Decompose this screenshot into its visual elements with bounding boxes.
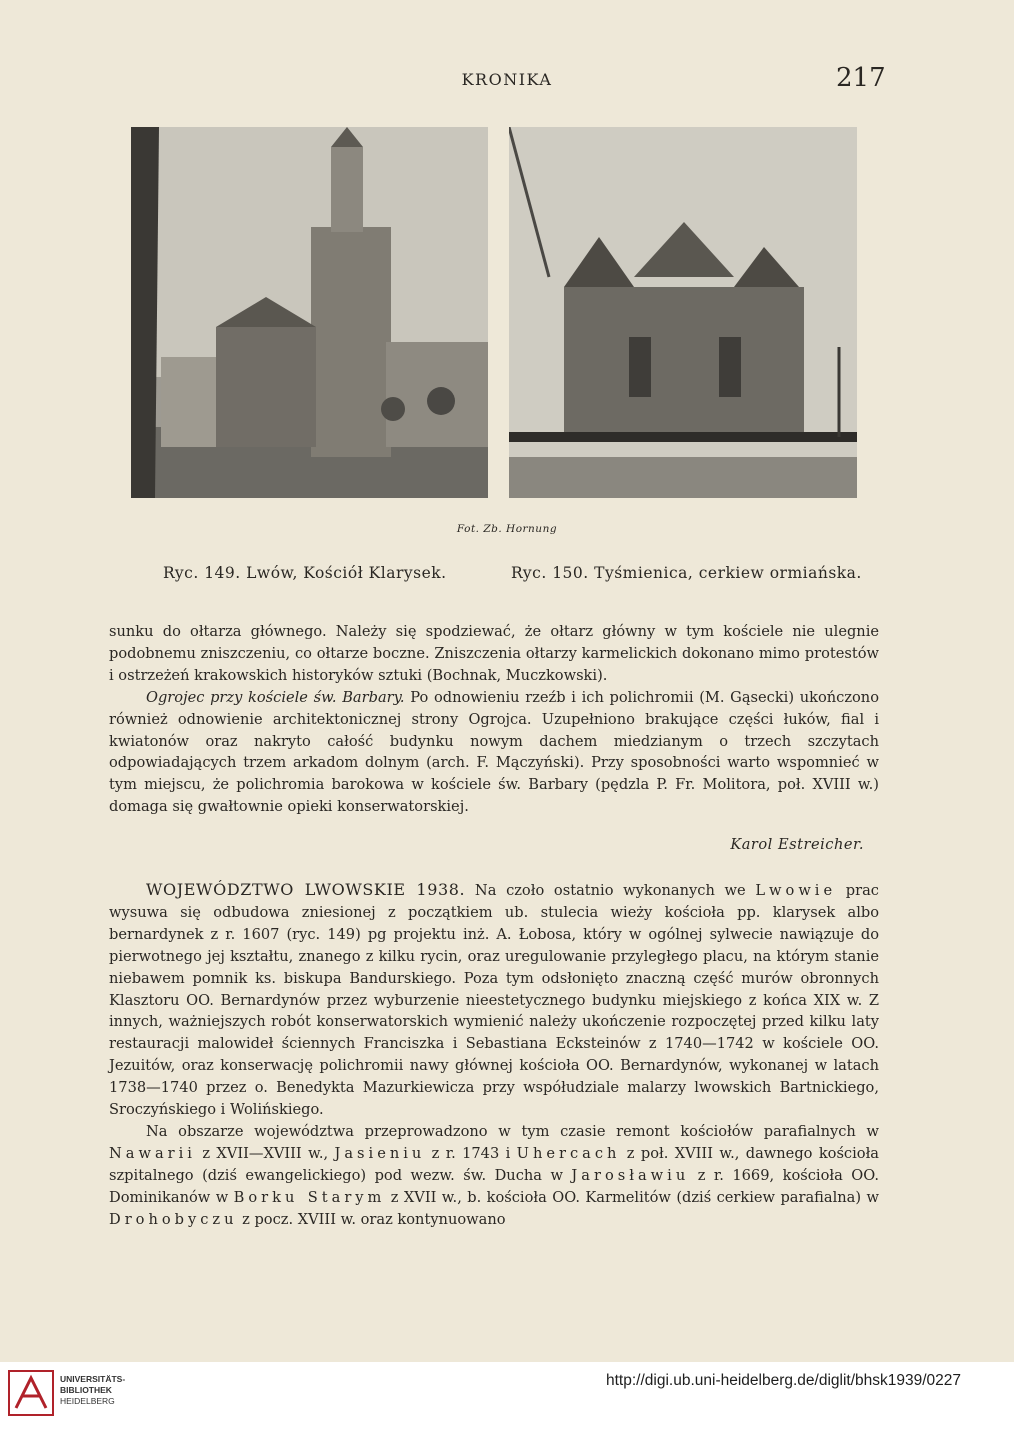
place-drohobycz: Drohobyczu bbox=[109, 1210, 238, 1228]
section-lwow-text bbox=[109, 879, 879, 1231]
ogrojec-body: Po odnowieniu rzeźb i ich polichromii (M. Gąsecki) ukończono również odnowienie architektonicznej strony Ogrojca. Uzupełniono brakujące części łuków, fial i kwiatonów oraz nakryto całość budynku nowym dachem miedzianym o trzech szczytach odpowiadających trzem arkadom dolnym (arch. F. Mączyński). Przy sposobności warto wspomnieć w tym miejscu, że polichromia barokowa w kościele św. Barbary (pędzla P. Fr. Molitora, poł. XVIII w.) domaga się gwałtownie opieki konserwatorskiej. bbox=[109, 688, 879, 816]
running-title: KRONIKA bbox=[461, 70, 553, 89]
section-heading-lwow: WOJEWÓDZTWO LWOWSKIE 1938. bbox=[146, 880, 466, 899]
section-krakow-text bbox=[109, 621, 879, 818]
place-borek-stary: Borku Starym bbox=[233, 1188, 386, 1206]
place-uherce: Uhercach bbox=[516, 1144, 621, 1162]
digitization-footer bbox=[0, 1362, 1014, 1433]
source-url-link[interactable]: http://digi.ub.uni-heidelberg.de/diglit/bhsk1939/0227 bbox=[606, 1372, 962, 1389]
paragraph-altar: sunku do ołtarza głównego. Należy się spodziewać, że ołtarz główny w tym kościele nie ulegnie podobnemu zniszczeniu, co ołtarze boczne. Zniszczenia ołtarzy karmelickich dokonano mimo protestów i ostrzeżeń krakowskich historyków sztuki (Bochnak, Muczkowski). bbox=[109, 623, 879, 684]
library-logo-icon bbox=[8, 1370, 54, 1416]
author-signature: Karol Estreicher. bbox=[730, 836, 864, 853]
caption-figure-150: Ryc. 150. Tyśmienica, cerkiew ormiańska. bbox=[511, 564, 862, 582]
page-number: 217 bbox=[836, 63, 886, 93]
library-name: UNIVERSITÄTS- BIBLIOTHEK HEIDELBERG bbox=[60, 1374, 126, 1406]
paragraph-ogrojec bbox=[109, 687, 879, 818]
place-lwow: Lwowie bbox=[755, 882, 837, 899]
photo-tysmienica-church bbox=[509, 127, 857, 498]
ogrojec-lead: Ogrojec przy kościele św. Barbary. bbox=[146, 688, 405, 706]
photo-lwow-church bbox=[131, 127, 488, 498]
place-nawaria: Nawarii bbox=[109, 1144, 196, 1162]
caption-figure-149: Ryc. 149. Lwów, Kościół Klarysek. bbox=[163, 564, 447, 582]
paragraph-region-works: Na obszarze województwa przeprowadzono w tym czasie remont kościołów parafialnych w Nawarii z XVII—XVIII w., Jasieniu z r. 1743 i Uhercach z poł. XVIII w., dawnego kościoła szpitalnego (dziś ewangelickiego) pod wezw. św. Ducha w Jarosławiu z r. 1669, kościoła OO. Dominikanów w Borku Starym z XVII w., b. kościoła OO. Karmelitów (dziś cerkiew parafialna) w Drohobyczu z pocz. XVIII w. oraz kontynuowano bbox=[109, 1122, 879, 1228]
photo-credit: Fot. Zb. Hornung bbox=[456, 523, 558, 535]
place-jasien: Jasieniu bbox=[334, 1144, 426, 1162]
paragraph-lwow-works: WOJEWÓDZTWO LWOWSKIE 1938. Na czoło ostatnio wykonanych we Lwowie prac wysuwa się odbudowa zniesionej z początkiem ub. stulecia wieży kościoła pp. klarysek albo bernardynek z r. 1607 (ryc. 149) pg projektu inż. A. Łobosa, który w ogólnej sylwecie nawiązuje do pierwotnego jej kształtu, znanego z kilku rycin, oraz uregulowanie przyległego placu, na którym stanie niebawem pomnik ks. biskupa Bandurskiego. Poza tym odsłonięto znaczną część murów obronnych Klasztoru OO. Bernardynów przez wyburzenie nieestetycznego budynku miejskiego z końca XIX w. Z innych, ważniejszych robót konserwatorskich wymienić należy ukończenie rozpoczętej przed kilku laty restauracji malowideł ściennych Franciszka i Sebastiana Ecksteinów z 1740—1742 w kościele OO. Jezuitów, oraz konserwację polichromii nawy głównej kościoła OO. Bernardynów, wykonanej w latach 1738—1740 przez o. Benedykta Mazurkiewicza przy współudziale malarzy lwowskich Bartnickiego, Sroczyńskiego i Wolińskiego. bbox=[109, 880, 879, 1119]
place-jaroslaw: Jarosławiu bbox=[571, 1166, 690, 1184]
